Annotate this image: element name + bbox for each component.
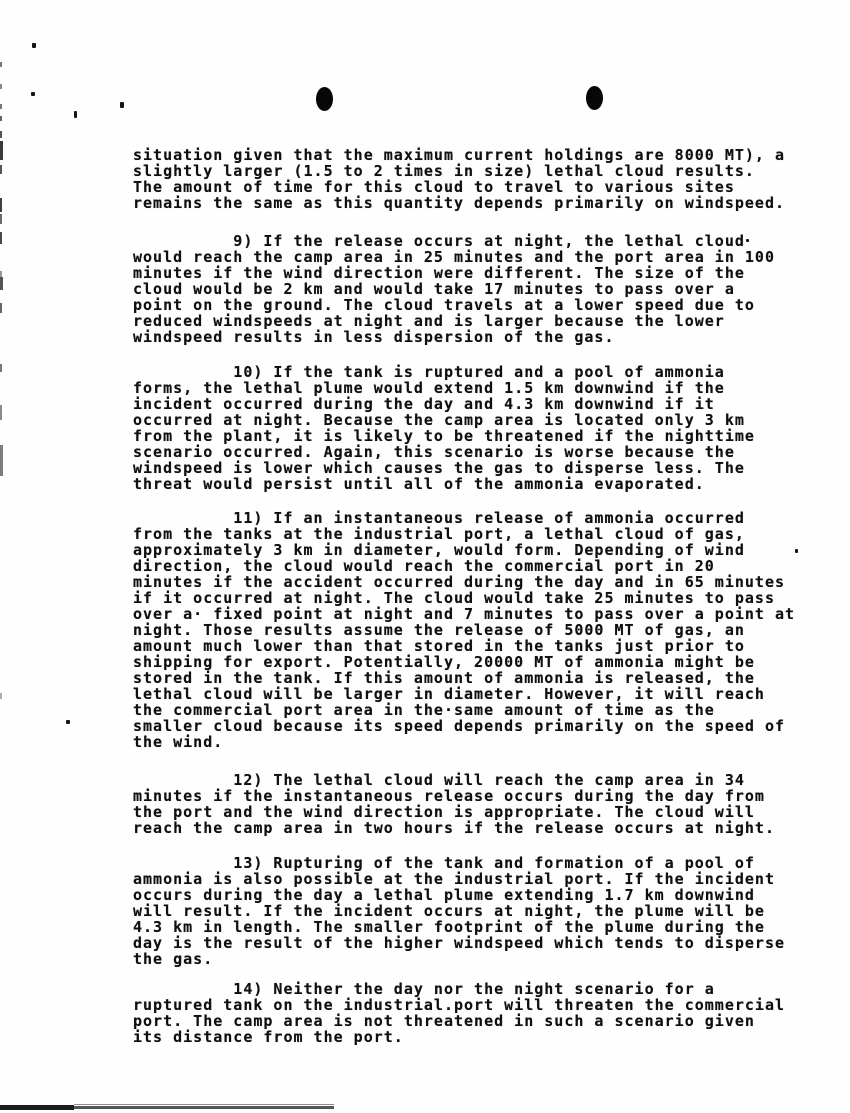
left-edge-scan-tick [0,104,2,109]
left-edge-scan-tick [0,364,2,372]
left-edge-scan-tick [0,198,2,212]
bottom-scan-edge-bar-dark [0,1105,74,1110]
text-line: its distance from the port. [133,1028,404,1046]
text-line: minutes if the wind direction were different. The size of the [133,264,745,282]
text-line: point on the ground. The cloud travels at a lower speed due to [133,296,755,314]
text-line: 14) Neither the day nor the night scenario for a [133,980,715,998]
left-edge-scan-tick [0,141,3,160]
text-line: cloud would be 2 km and would take 17 minutes to pass over a [133,280,735,298]
text-line: the commercial port area in the·same amount of time as the [133,701,715,719]
text-line: slightly larger (1.5 to 2 times in size) lethal cloud results. [133,162,755,180]
scan-speck [120,102,124,108]
left-edge-scan-tick [0,116,2,121]
text-line: 9) If the release occurs at night, the lethal cloud [133,232,745,250]
text-line: windspeed is lower which causes the gas to disperse less. The [133,459,745,477]
text-line: night. Those results assume the release of 5000 MT of gas, an [133,621,745,639]
paragraph-14 [133,981,785,1045]
paragraph-12 [133,772,775,836]
left-edge-scan-tick [0,303,2,313]
scan-speck [795,549,798,553]
text-line: port. The camp area is not threatened in such a scenario given [133,1012,755,1030]
left-edge-scan-tick [0,232,2,244]
text-line: ruptured tank on the industrial.port will threaten the commercial [133,996,785,1014]
paragraph-9 [133,233,775,345]
text-line: reach the camp area in two hours if the release occurs at night. [133,819,775,837]
text-line: reduced windspeeds at night and is larger because the lower [133,312,725,330]
text-line: over a· fixed point at night and 7 minutes to pass over a point at [133,605,796,623]
text-line: scenario occurred. Again, this scenario is worse because the [133,443,735,461]
text-line: 13) Rupturing of the tank and formation of a pool of [133,854,755,872]
paragraph-13 [133,855,785,967]
text-line: would reach the camp area in 25 minutes and the port area in 100 [133,248,775,266]
text-line: remains the same as this quantity depends primarily on windspeed. [133,194,785,212]
left-edge-scan-tick [0,62,2,67]
text-line: minutes if the accident occurred during the day and in 65 minutes [133,573,785,591]
text-line: shipping for export. Potentially, 20000 MT of ammonia might be [133,653,755,671]
scan-speck [32,43,36,48]
left-edge-scan-tick [0,84,2,89]
text-line: the wind. [133,733,224,751]
left-edge-scan-tick [0,165,2,174]
text-line: windspeed results in less dispersion of the gas. [133,328,615,346]
scan-speck [66,720,70,724]
text-line: 12) The lethal cloud will reach the camp area in 34 [133,771,745,789]
text-line: lethal cloud will be larger in diameter. However, it will reach [133,685,765,703]
text-line: minutes if the instantaneous release occurs during the day from [133,787,765,805]
text-line: from the plant, it is likely to be threatened if the nighttime [133,427,755,445]
text-line: if it occurred at night. The cloud would take 25 minutes to pass [133,589,775,607]
text-line: amount much lower than that stored in the tanks just prior to [133,637,745,655]
text-line: ammonia is also possible at the industrial port. If the incident [133,870,775,888]
text-line: forms, the lethal plume would extend 1.5 km downwind if the [133,379,725,397]
text-line: incident occurred during the day and 4.3 km downwind if it [133,395,715,413]
paragraph-10 [133,364,755,492]
paragraph-continuation [133,147,785,211]
left-edge-scan-tick [0,277,3,290]
text-line: 10) If the tank is ruptured and a pool of ammonia [133,363,725,381]
left-edge-scan-tick [0,405,2,420]
text-line: day is the result of the higher windspeed which tends to disperse [133,934,785,952]
text-line: 11) If an instantaneous release of ammonia occurred [133,509,745,527]
scan-speck [74,111,77,118]
paragraph-11 [133,510,795,750]
bottom-scan-edge-hairline [74,1104,334,1105]
text-line: the gas. [133,950,214,968]
text-line: The amount of time for this cloud to travel to various sites [133,178,735,196]
text-line: threat would persist until all of the ammonia evaporated. [133,475,705,493]
scan-speck [746,239,749,242]
left-edge-scan-tick [0,693,2,699]
text-line: occurred at night. Because the camp area is located only 3 km [133,411,745,429]
text-line: situation given that the maximum current holdings are 8000 MT), a [133,146,785,164]
scan-speck [31,92,35,96]
text-line: occurs during the day a lethal plume extending 1.7 km downwind [133,886,755,904]
text-line: direction, the cloud would reach the commercial port in 20 [133,557,715,575]
left-edge-scan-tick [0,131,2,138]
document-body [133,0,833,1113]
left-edge-scan-tick [0,214,2,224]
text-line: from the tanks at the industrial port, a lethal cloud of gas, [133,525,745,543]
text-line: will result. If the incident occurs at night, the plume will be [133,902,765,920]
text-line: approximately 3 km in diameter, would form. Depending of wind [133,541,745,559]
text-line: 4.3 km in length. The smaller footprint of the plume during the [133,918,765,936]
text-line: smaller cloud because its speed depends primarily on the speed of [133,717,785,735]
left-edge-scan-tick [0,445,3,476]
text-line: the port and the wind direction is appropriate. The cloud will [133,803,755,821]
text-line: stored in the tank. If this amount of ammonia is released, the [133,669,755,687]
